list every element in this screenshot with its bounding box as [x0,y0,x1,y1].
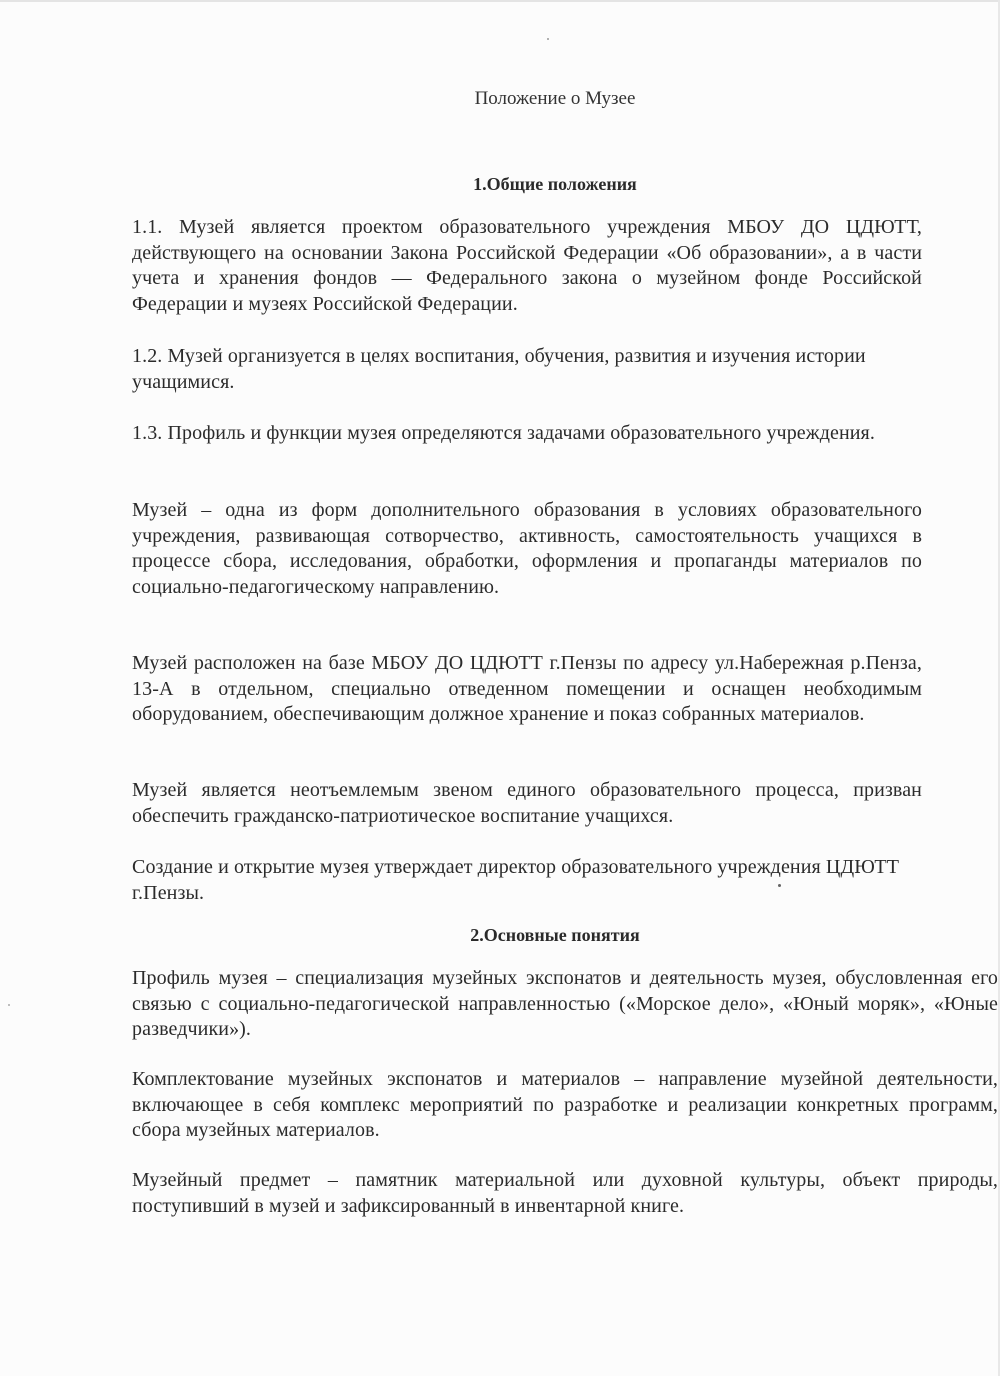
scan-speck [547,38,549,40]
paragraph-1-1: 1.1. Музей является проектом образовательного учреждения МБОУ ДО ЦДЮТТ, действующего на основании Закона Российской Федерации «Об образовании», а в части учета и хранения фондов — Федерального закона о музейном фонде Российской Федерации и музеях Российской Федерации. [132,216,922,315]
paragraph-1-3: 1.3. Профиль и функции музея определяются задачами образовательного учреждения. [132,422,875,444]
paragraph-museum-creation: Создание и открытие музея утверждает директор образовательного учреждения ЦДЮТТ г.Пензы. [132,856,900,904]
paragraph-museum-form: Музей – одна из форм дополнительного образования в условиях образовательного учреждения, развивающая сотворчество, активность, самостоятельность учащихся в процессе сбора, исследования, обработки, оформления и пропаганды материалов по социально-педагогическому направлению. [132,499,922,598]
paragraph-museum-profile: Профиль музея – специализация музейных экспонатов и деятельность музея, обусловленная его связью с социально-педагогической направленностью («Морское дело», «Юный моряк», «Юные разведчики»). [132,967,998,1040]
scan-speck [778,884,781,887]
section-1-heading: 1.Общие положения [473,174,637,194]
paragraph-museum-item: Музейный предмет – памятник материальной или духовной культуры, объект природы, поступивший в музей и зафиксированный в инвентарной книге. [132,1169,998,1217]
paragraph-museum-role: Музей является неотъемлемым звеном единого образовательного процесса, призван обеспечить гражданско-патриотическое воспитание учащихся. [132,779,922,827]
scan-speck [8,1004,10,1006]
section-2-heading: 2.Основные понятия [470,925,640,945]
paragraph-1-2: 1.2. Музей организуется в целях воспитания, обучения, развития и изучения истории учащимися. [132,345,866,393]
paragraph-museum-location: Музей расположен на базе МБОУ ДО ЦДЮТТ г.Пензы по адресу ул.Набережная р.Пенза, 13-А в отдельном, специально отведенном помещении и оснащен необходимым оборудованием, обеспечивающим должное хранение и показ собранных материалов. [132,652,922,725]
scan-edge-top [0,0,1000,2]
paragraph-acquisition: Комплектование музейных экспонатов и материалов – направление музейной деятельности, включающее в себя комплекс мероприятий по разработке и реализации конкретных программ, сбора музейных материалов. [132,1068,998,1141]
document-title: Положение о Музее [474,88,636,109]
